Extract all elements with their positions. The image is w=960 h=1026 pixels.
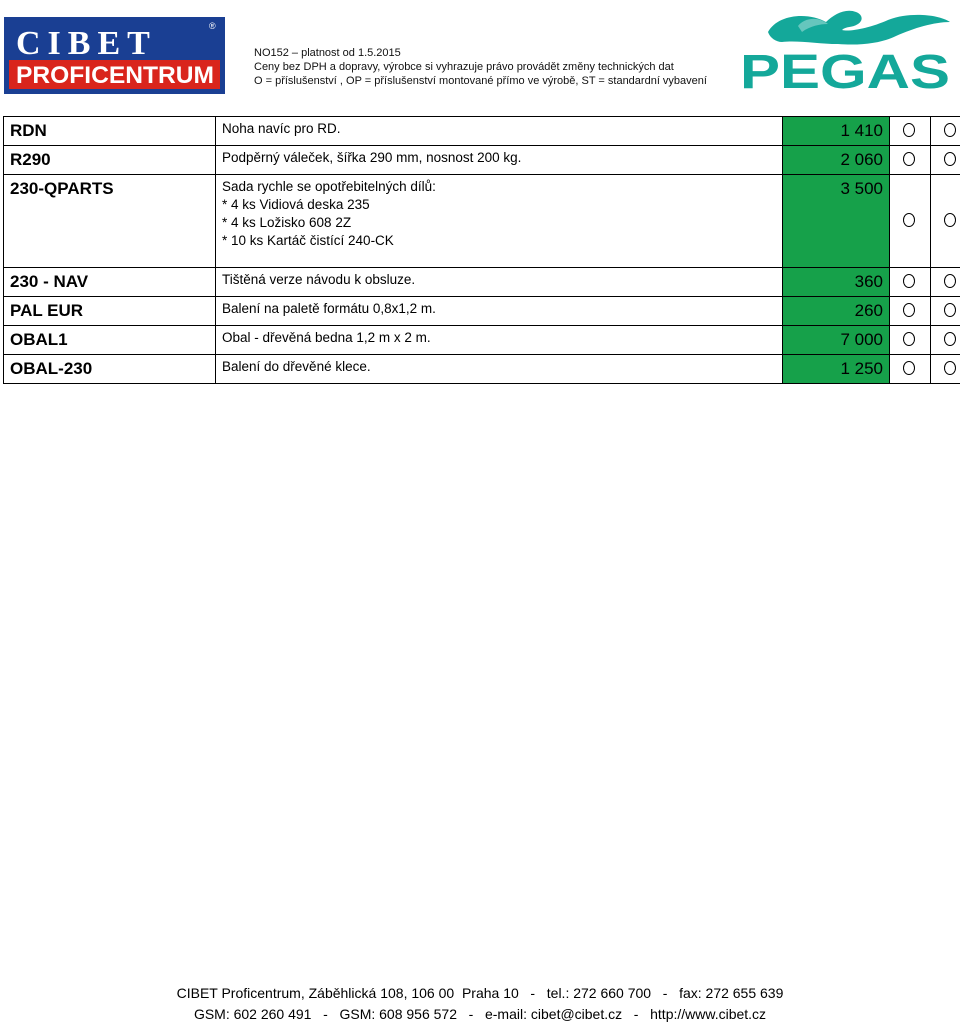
product-price: 2 060 [783,146,890,175]
table-row [4,297,960,326]
accessory-circle-icon [903,213,915,227]
product-price: 3 500 [783,175,890,268]
accessory-circle-icon [903,332,915,346]
option-column-1 [890,355,931,384]
table-row [4,175,960,268]
accessory-circle-icon [944,274,956,288]
product-code: OBAL1 [4,326,216,355]
option-column-1 [890,297,931,326]
footer-address-line: CIBET Proficentrum, Záběhlická 108, 106 00 Praha 10 - tel.: 272 660 700 - fax: 272 655 639 [176,985,784,1001]
product-price: 260 [783,297,890,326]
product-price: 360 [783,268,890,297]
product-description: Tištěná verze návodu k obsluze. [216,268,783,297]
accessory-circle-icon [944,123,956,137]
accessory-circle-icon [903,123,915,137]
option-column-1 [890,146,931,175]
product-code: PAL EUR [4,297,216,326]
accessory-circle-icon [903,274,915,288]
product-price: 1 410 [783,117,890,146]
option-column-2 [931,297,960,326]
table-row [4,117,960,146]
accessory-circle-icon [944,332,956,346]
svg-text:PROFICENTRUM: PROFICENTRUM [16,62,214,89]
table-row [4,268,960,297]
option-column-2 [931,355,960,384]
product-code: RDN [4,117,216,146]
option-column-2 [931,175,960,268]
option-column-1 [890,268,931,297]
accessory-circle-icon [944,303,956,317]
accessory-circle-icon [944,361,956,375]
option-column-2 [931,268,960,297]
option-column-2 [931,146,960,175]
option-column-1 [890,326,931,355]
product-description: Sada rychle se opotřebitelných dílů: * 4 ks Vidiová deska 235 * 4 ks Ložisko 608 2Z * 10 ks Kartáč čistící 240-CK [216,175,783,268]
product-price: 1 250 [783,355,890,384]
product-description: Podpěrný váleček, šířka 290 mm, nosnost 200 kg. [216,146,783,175]
accessory-circle-icon [944,152,956,166]
cibet-proficentrum-logo [4,17,225,94]
header-notes [254,46,734,88]
product-description: Balení na paletě formátu 0,8x1,2 m. [216,297,783,326]
product-code: R290 [4,146,216,175]
header-line-3: O = příslušenství , OP = příslušenství montované přímo ve výrobě, ST = standardní vybavení [254,75,707,87]
option-column-2 [931,117,960,146]
product-code: 230-QPARTS [4,175,216,268]
table-row [4,146,960,175]
header-line-2: Ceny bez DPH a dopravy, výrobce si vyhrazuje právo provádět změny technických dat [254,61,674,73]
option-column-1 [890,175,931,268]
product-code: OBAL-230 [4,355,216,384]
accessory-circle-icon [944,213,956,227]
header-line-1: NO152 – platnost od 1.5.2015 [254,47,401,59]
footer-contact-line: GSM: 602 260 491 - GSM: 608 956 572 - e-mail: cibet@cibet.cz - http://www.cibet.cz [193,1006,767,1022]
accessories-price-table [3,116,960,384]
product-price: 7 000 [783,326,890,355]
accessory-circle-icon [903,361,915,375]
product-description: Balení do dřevěné klece. [216,355,783,384]
accessory-circle-icon [903,303,915,317]
pegas-logo [738,4,954,94]
table-row [4,355,960,384]
option-column-2 [931,326,960,355]
product-description: Noha navíc pro RD. [216,117,783,146]
accessory-circle-icon [903,152,915,166]
product-code: 230 - NAV [4,268,216,297]
product-description: Obal - dřevěná bedna 1,2 m x 2 m. [216,326,783,355]
svg-text:CIBET: CIBET [16,25,157,62]
svg-text:®: ® [209,21,216,31]
page-header [0,0,960,112]
page-footer [0,983,960,1025]
option-column-1 [890,117,931,146]
table-row [4,326,960,355]
svg-text:PEGAS: PEGAS [740,46,950,94]
